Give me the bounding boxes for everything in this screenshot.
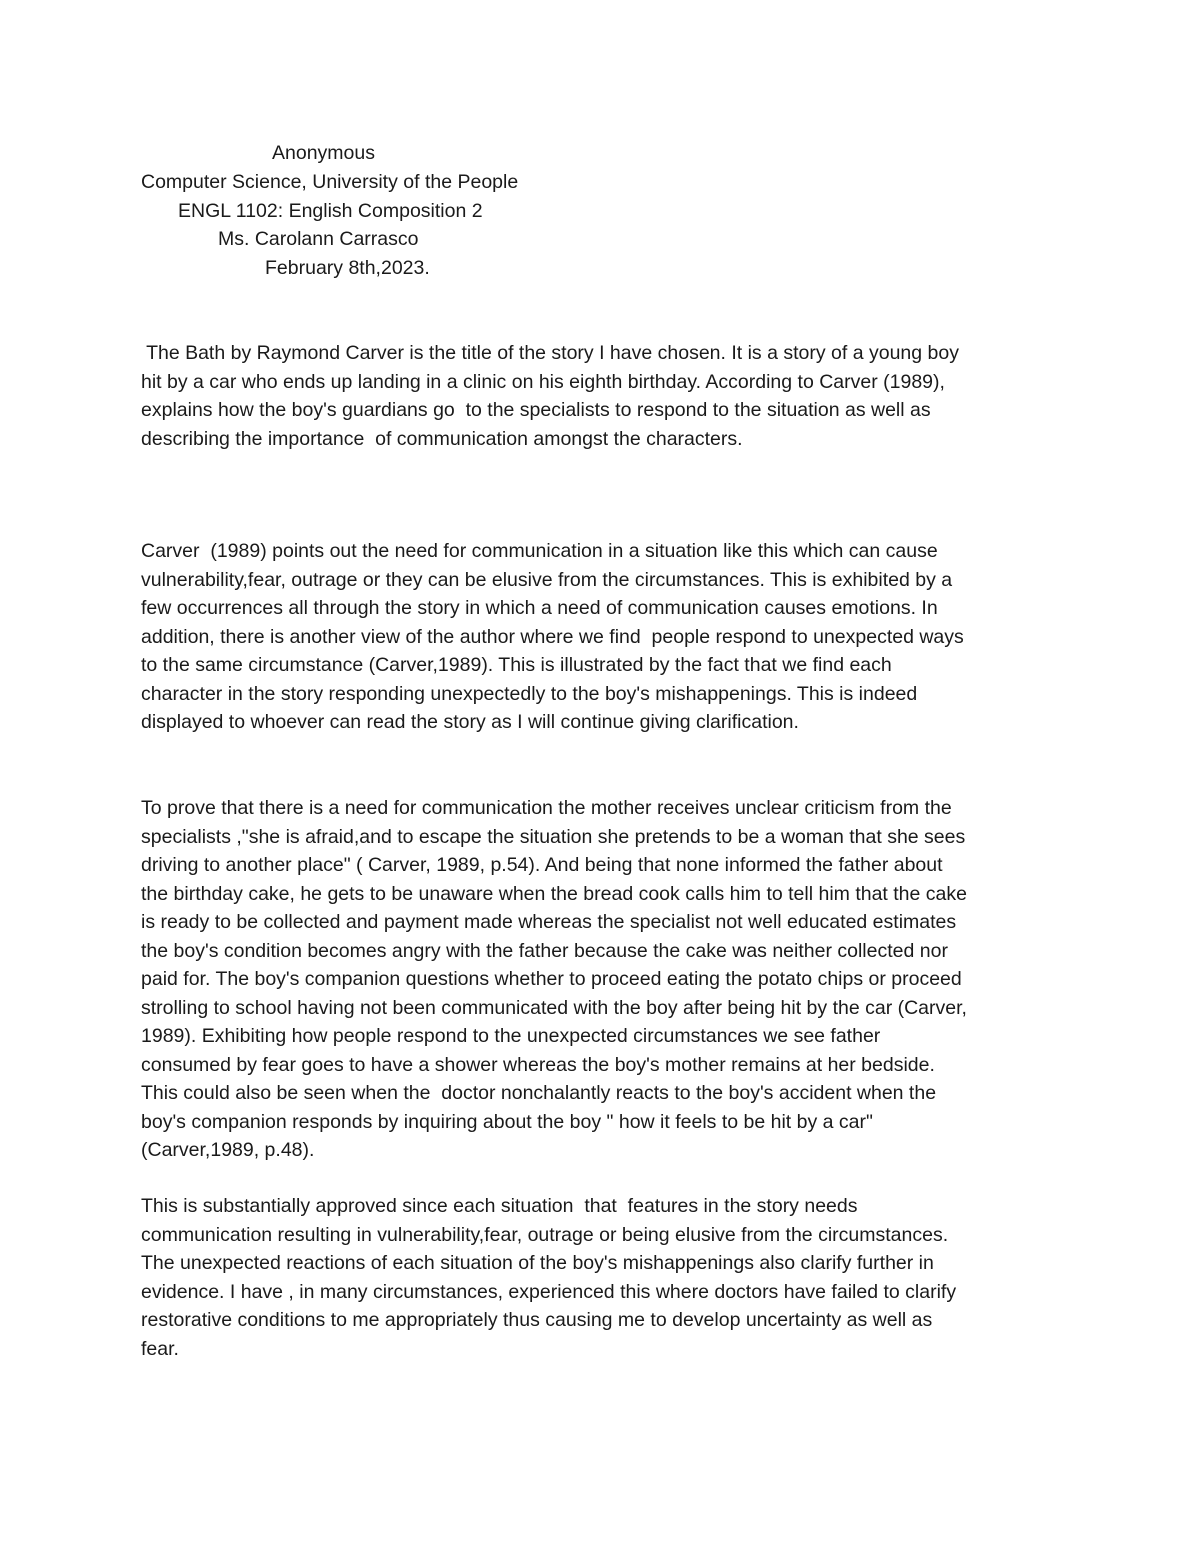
- text-line: The unexpected reactions of each situation of the boy's mishappenings also clarify further in: [141, 1252, 934, 1274]
- text-line: This is substantially approved since each situation that features in the story needs: [141, 1195, 858, 1217]
- text-line: consumed by fear goes to have a shower whereas the boy's mother remains at her bedside.: [141, 1053, 935, 1076]
- paragraph-2: [141, 537, 1071, 737]
- department-line: Computer Science, University of the People: [141, 171, 519, 193]
- text-line: paid for. The boy's companion questions whether to proceed eating the potato chips or proceed: [141, 968, 962, 990]
- text-line: boy's companion responds by inquiring about the boy " how it feels to be hit by a car": [141, 1110, 873, 1133]
- text-line: explains how the boy's guardians go to the specialists to respond to the situation as well as: [141, 399, 931, 421]
- paragraph-4: [141, 1192, 1071, 1363]
- text-line: to the same circumstance (Carver,1989). This is illustrated by the fact that we find each: [141, 654, 892, 676]
- text-line: Carver (1989) points out the need for communication in a situation like this which can cause: [141, 540, 938, 562]
- text-line: 1989). Exhibiting how people respond to the unexpected circumstances we see father: [141, 1025, 881, 1047]
- text-line: hit by a car who ends up landing in a clinic on his eighth birthday. According to Carver (1989),: [141, 370, 945, 393]
- text-line: restorative conditions to me appropriately thus causing me to develop uncertainty as well as: [141, 1309, 933, 1331]
- text-line: few occurrences all through the story in which a need of communication causes emotions. In: [141, 597, 938, 619]
- text-line: addition, there is another view of the author where we find people respond to unexpected ways: [141, 625, 964, 648]
- text-line: is ready to be collected and payment made whereas the specialist not well educated estimates: [141, 911, 957, 933]
- text-line: strolling to school having not been communicated with the boy after being hit by the car (Carver,: [141, 996, 967, 1019]
- text-line: To prove that there is a need for communication the mother receives unclear criticism from the: [141, 797, 952, 819]
- date-line: February 8th,2023.: [265, 257, 430, 279]
- paragraph-3: [141, 794, 1071, 1165]
- text-line: driving to another place" ( Carver, 1989, p.54). And being that none informed the father about: [141, 854, 943, 876]
- text-line: (Carver,1989, p.48).: [141, 1139, 315, 1161]
- text-line: This could also be seen when the doctor nonchalantly reacts to the boy's accident when the: [141, 1082, 937, 1104]
- text-line: The Bath by Raymond Carver is the title of the story I have chosen. It is a story of a young boy: [141, 342, 959, 364]
- instructor-line: Ms. Carolann Carrasco: [218, 228, 419, 250]
- author-name: Anonymous: [272, 142, 375, 164]
- text-line: evidence. I have , in many circumstances, experienced this where doctors have failed to clarify: [141, 1280, 957, 1303]
- text-line: fear.: [141, 1337, 179, 1360]
- text-line: character in the story responding unexpectedly to the boy's mishappenings. This is indeed: [141, 682, 918, 705]
- course-line: ENGL 1102: English Composition 2: [178, 200, 483, 222]
- text-line: the boy's condition becomes angry with the father because the cake was neither collected nor: [141, 939, 948, 962]
- text-line: communication resulting in vulnerability,fear, outrage or being elusive from the circumstances.: [141, 1223, 949, 1246]
- paragraph-1: [141, 339, 1071, 453]
- text-line: vulnerability,fear, outrage or they can be elusive from the circumstances. This is exhibited by a: [141, 568, 953, 591]
- text-line: the birthday cake, he gets to be unaware when the bread cook calls him to tell him that the cake: [141, 882, 967, 905]
- text-line: specialists ,"she is afraid,and to escape the situation she pretends to be a woman that she sees: [141, 825, 966, 848]
- text-line: describing the importance of communication amongst the characters.: [141, 427, 743, 450]
- text-line: displayed to whoever can read the story as I will continue giving clarification.: [141, 711, 799, 733]
